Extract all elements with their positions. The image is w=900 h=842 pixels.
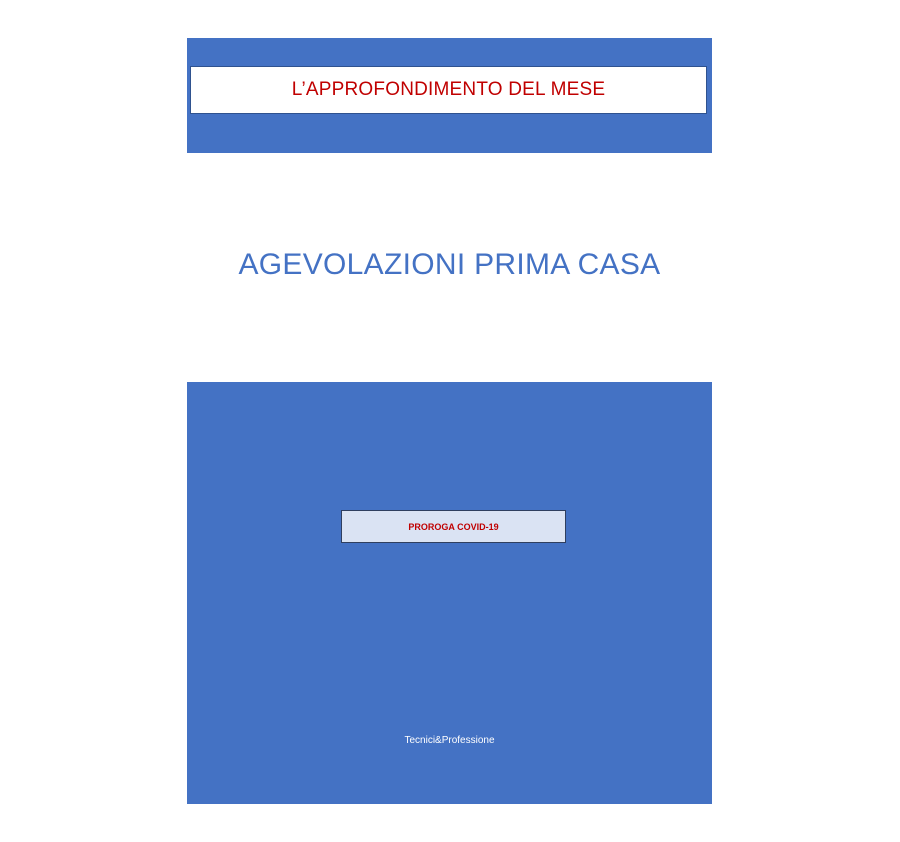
publisher-name: Tecnici&Professione: [404, 735, 495, 746]
subtitle-box: [341, 510, 566, 543]
header-box: [190, 66, 707, 114]
header-label: L’APPROFONDIMENTO DEL MESE: [291, 79, 606, 100]
subtitle-label: PROROGA COVID-19: [408, 521, 499, 532]
page-title: AGEVOLAZIONI PRIMA CASA: [238, 248, 661, 281]
